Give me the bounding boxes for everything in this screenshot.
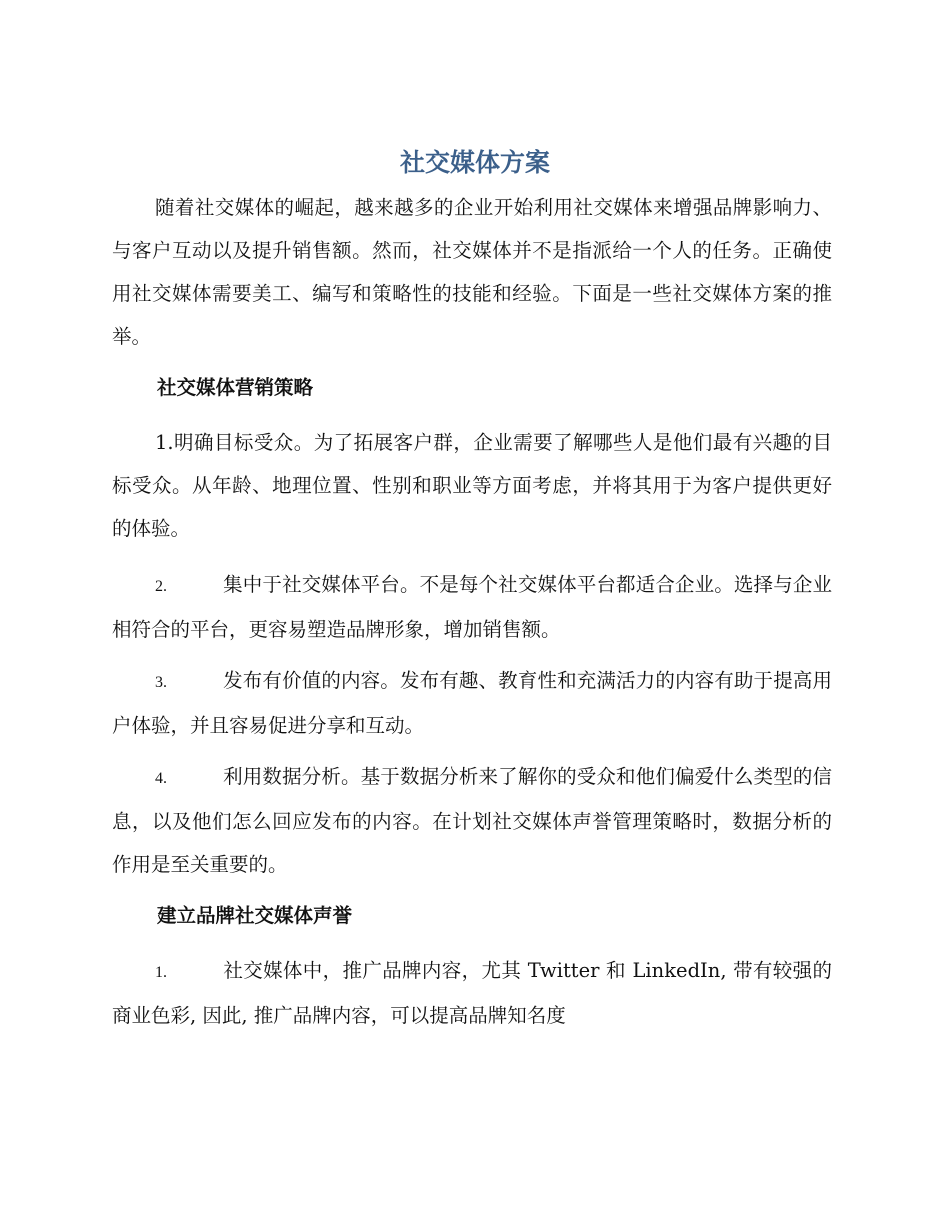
list-item-4 (112, 755, 832, 886)
list-number: 2. (155, 578, 167, 595)
list-item-2 (112, 563, 832, 651)
list-item-1: 1.明确目标受众。为了拓展客户群，企业需要了解哪些人是他们最有兴趣的目标受众。从年龄、地理位置、性别和职业等方面考虑，并将其用于为客户提供更好的体验。 (112, 431, 832, 540)
list-item-text: 发布有价值的内容。发布有趣、教育性和充满活力的内容有助于提高用户体验，并且容易促进分享和互动。 (112, 669, 832, 737)
list-item-3 (112, 659, 832, 747)
list-item-text: 集中于社交媒体平台。不是每个社交媒体平台都适合企业。选择与企业相符合的平台，更容易塑造品牌形象，增加销售额。 (112, 573, 832, 641)
document-title: 社交媒体方案 (399, 148, 550, 177)
list-number: 4. (155, 770, 167, 787)
section-heading-reputation: 建立品牌社交媒体声誉 (157, 904, 353, 927)
intro-paragraph: 随着社交媒体的崛起，越来越多的企业开始利用社交媒体来增强品牌影响力、与客户互动以及提升销售额。然而，社交媒体并不是指派给一个人的任务。正确使用社交媒体需要美工、编写和策略性的技能和经验。下面是一些社交媒体方案的推举。 (112, 196, 832, 348)
list-number: 1. (155, 964, 167, 981)
list-item-text: 社交媒体中，推广品牌内容，尤其 Twitter 和 LinkedIn, 带有较强的商业色彩, 因此, 推广品牌内容，可以提高品牌知名度 (112, 959, 832, 1027)
section-heading-marketing: 社交媒体营销策略 (157, 376, 314, 399)
list-item-text: 利用数据分析。基于数据分析来了解你的受众和他们偏爱什么类型的信息，以及他们怎么回应发布的内容。在计划社交媒体声誉管理策略时，数据分析的作用是至关重要的。 (112, 765, 832, 876)
list-number: 3. (155, 674, 167, 691)
reputation-item-1 (112, 949, 832, 1037)
